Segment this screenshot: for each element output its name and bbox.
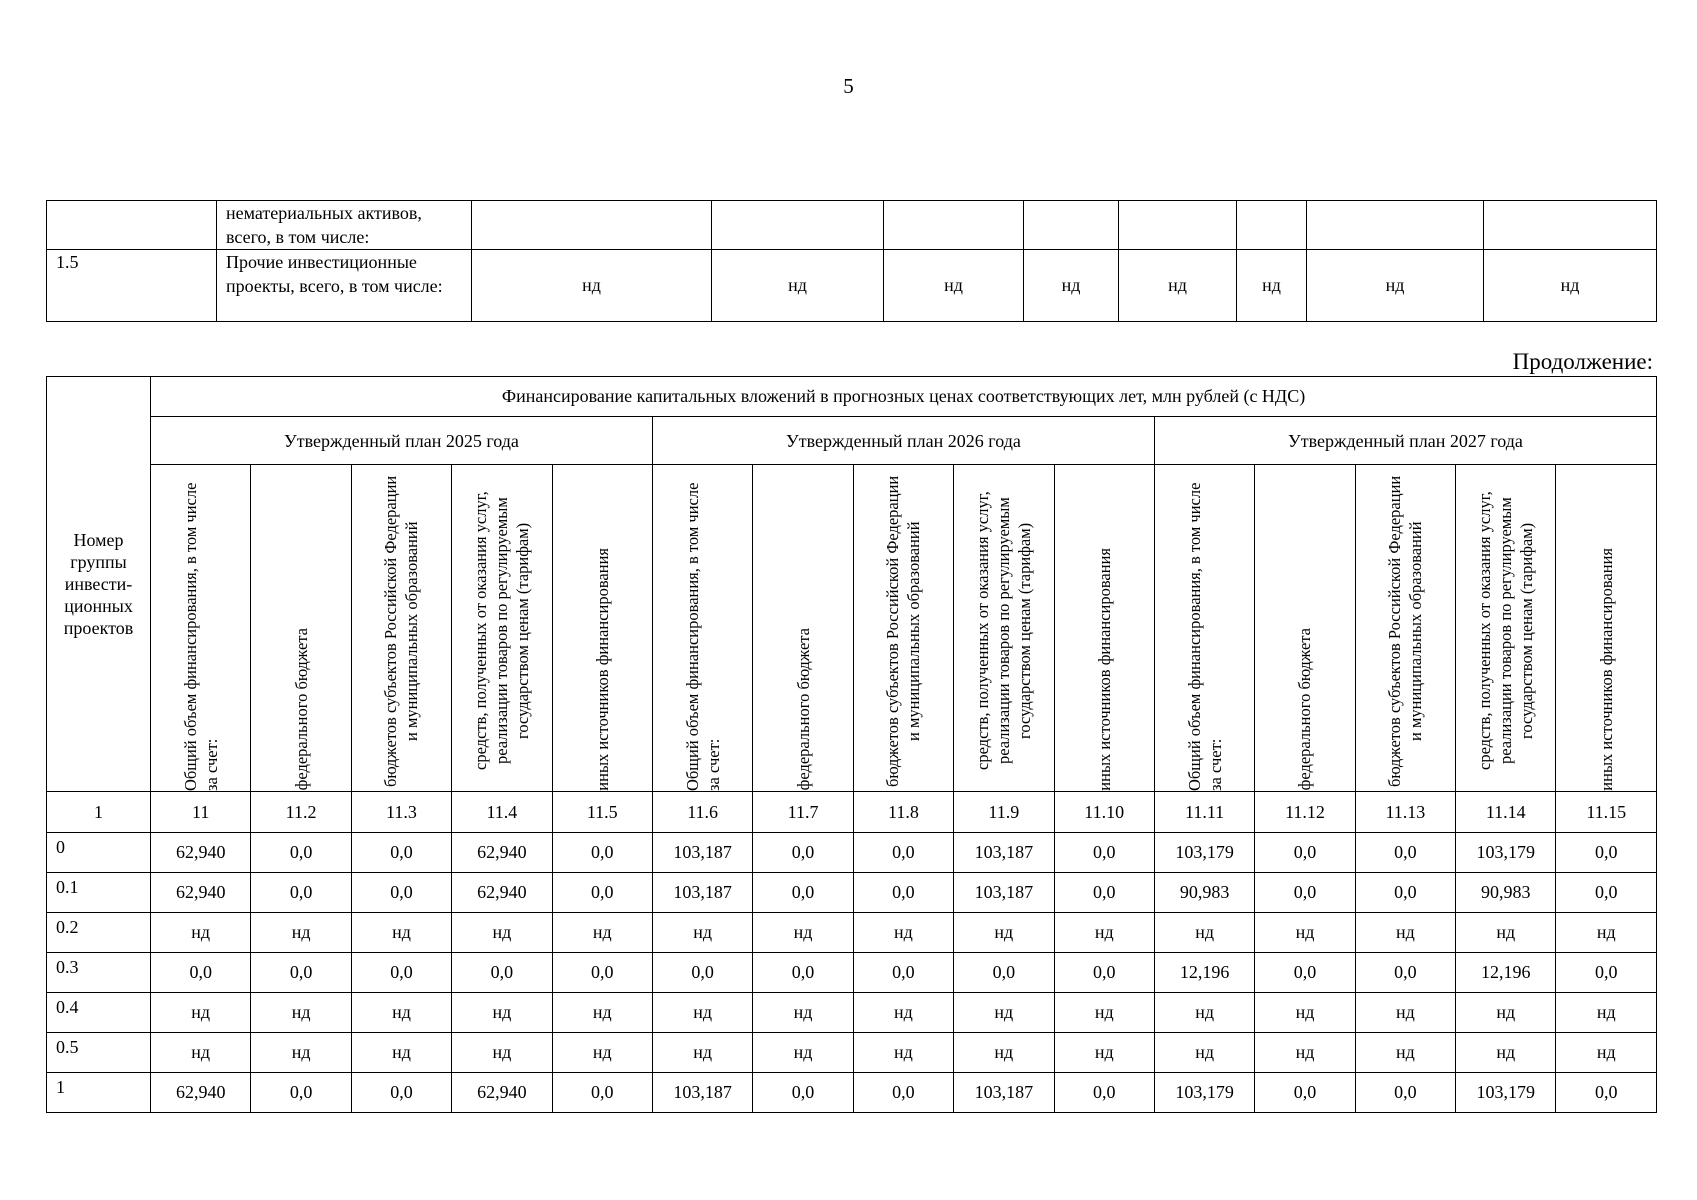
- table-cell: нд: [954, 913, 1054, 953]
- table-row: [47, 913, 1657, 953]
- table-cell: 12,196: [1154, 953, 1254, 993]
- column-header-label: средств, полученных от оказания услуг, реализации товаров по регулируемым государством ценам (тарифам): [471, 491, 533, 770]
- column-index-cell: 11.7: [753, 792, 853, 833]
- table-cell: нд: [652, 1033, 752, 1073]
- table-cell: 103,187: [954, 873, 1054, 913]
- column-index-cell: 11.5: [552, 792, 652, 833]
- table-cell: 0,0: [251, 833, 351, 873]
- table-cell: нд: [251, 913, 351, 953]
- table-row: [47, 873, 1657, 913]
- table-cell: 0,0: [251, 1073, 351, 1113]
- column-header-label: Общий объем финансирования, в том числе за счет:: [1184, 482, 1225, 791]
- table-cell: 0,0: [452, 953, 552, 993]
- table-cell: нд: [452, 913, 552, 953]
- column-index-cell: 11.6: [652, 792, 752, 833]
- table-cell: нд: [753, 993, 853, 1033]
- table-cell: 0,0: [1355, 1073, 1455, 1113]
- financing-title: Финансирование капитальных вложений в прогнозных ценах соответствующих лет, млн рублей (с НДС): [151, 377, 1657, 417]
- column-header: [1255, 465, 1355, 792]
- table-cell: нд: [1154, 993, 1254, 1033]
- column-index-row: [47, 792, 1657, 833]
- table-cell: 103,187: [652, 833, 752, 873]
- column-header-label: бюджетов субъектов Российской Федерации и муниципальных образований: [381, 474, 422, 787]
- table-cell: 103,187: [652, 1073, 752, 1113]
- page-number: 5: [843, 74, 854, 98]
- column-header-label: средств, полученных от оказания услуг, реализации товаров по регулируемым государством ценам (тарифам): [973, 491, 1035, 770]
- table-cell: нд: [1456, 1033, 1556, 1073]
- top-table-cell: нд: [1024, 250, 1119, 322]
- table-row: [47, 1073, 1657, 1113]
- table-cell: 0,0: [1255, 833, 1355, 873]
- table-cell: нд: [1355, 913, 1455, 953]
- table-cell: 0,0: [1054, 1073, 1154, 1113]
- column-header-label: бюджетов субъектов Российской Федерации и муниципальных образований: [883, 474, 924, 787]
- table-cell: нд: [1054, 913, 1154, 953]
- table-cell: 0,0: [351, 953, 451, 993]
- group-number-cell: 0.2: [47, 913, 151, 953]
- table-cell: 90,983: [1456, 873, 1556, 913]
- column-index-cell: 11.8: [853, 792, 953, 833]
- financing-table: [46, 376, 1657, 1113]
- group-number-cell: 0.1: [47, 873, 151, 913]
- table-cell: нд: [1054, 1033, 1154, 1073]
- column-header-label: Общий объем финансирования, в том числе за счет:: [682, 482, 723, 791]
- table-cell: нд: [652, 913, 752, 953]
- column-index-cell: 11.13: [1355, 792, 1455, 833]
- column-header-label: Общий объем финансирования, в том числе за счет:: [180, 482, 221, 791]
- table-cell: 0,0: [552, 1073, 652, 1113]
- table-cell: 0,0: [251, 953, 351, 993]
- table-cell: 0,0: [351, 833, 451, 873]
- column-header: [1355, 465, 1455, 792]
- column-header: [151, 465, 251, 792]
- table-cell: 0,0: [552, 953, 652, 993]
- column-header: [954, 465, 1054, 792]
- column-header-label: иных источников финансирования: [1596, 547, 1616, 791]
- table-cell: нд: [452, 993, 552, 1033]
- top-row-name: Прочие инвестиционные проекты, всего, в том числе:: [217, 250, 472, 322]
- table-cell: 0,0: [954, 953, 1054, 993]
- column-index-cell: 11: [151, 792, 251, 833]
- column-index-cell: 1: [47, 792, 151, 833]
- table-row: [47, 833, 1657, 873]
- table-cell: 0,0: [853, 1073, 953, 1113]
- top-row-number: 1.5: [47, 250, 217, 322]
- table-cell: нд: [1456, 913, 1556, 953]
- table-cell: нд: [452, 1033, 552, 1073]
- table-row: [47, 1033, 1657, 1073]
- column-header: [753, 465, 853, 792]
- column-index-cell: 11.11: [1154, 792, 1254, 833]
- top-table-cell: нд: [472, 250, 712, 322]
- top-table-cell: нд: [1237, 250, 1307, 322]
- table-cell: 0,0: [351, 873, 451, 913]
- table-cell: нд: [1255, 1033, 1355, 1073]
- top-table-cell: [1307, 201, 1484, 250]
- table-cell: 12,196: [1456, 953, 1556, 993]
- column-header-label: средств, полученных от оказания услуг, реализации товаров по регулируемым государством ценам (тарифам): [1475, 491, 1537, 770]
- top-table-cell: [1119, 201, 1237, 250]
- table-cell: 62,940: [151, 1073, 251, 1113]
- column-header: [652, 465, 752, 792]
- table-cell: 0,0: [1355, 833, 1455, 873]
- column-index-cell: 11.14: [1456, 792, 1556, 833]
- table-cell: 0,0: [753, 953, 853, 993]
- column-header: [1456, 465, 1556, 792]
- plan-header-2025: Утвержденный план 2025 года: [151, 417, 653, 465]
- column-index-cell: 11.9: [954, 792, 1054, 833]
- table-cell: нд: [853, 993, 953, 1033]
- table-cell: нд: [151, 1033, 251, 1073]
- column-header-label: федерального бюджета: [793, 628, 813, 791]
- table-cell: нд: [1556, 1033, 1657, 1073]
- column-index-cell: 11.15: [1556, 792, 1657, 833]
- table-cell: нд: [1355, 1033, 1455, 1073]
- table-cell: 103,187: [954, 1073, 1054, 1113]
- top-table-cell: нд: [1307, 250, 1484, 322]
- table-cell: нд: [1154, 1033, 1254, 1073]
- table-cell: 0,0: [1255, 953, 1355, 993]
- table-cell: нд: [251, 993, 351, 1033]
- column-index-cell: 11.12: [1255, 792, 1355, 833]
- table-cell: 0,0: [151, 953, 251, 993]
- table-cell: нд: [552, 993, 652, 1033]
- table-cell: 0,0: [753, 1073, 853, 1113]
- group-number-cell: 0.4: [47, 993, 151, 1033]
- top-table-cell: нд: [884, 250, 1024, 322]
- table-cell: нд: [853, 913, 953, 953]
- table-cell: 0,0: [1355, 953, 1455, 993]
- top-table-cell: [1237, 201, 1307, 250]
- table-cell: 0,0: [1556, 953, 1657, 993]
- table-cell: 0,0: [1255, 1073, 1355, 1113]
- column-header: [251, 465, 351, 792]
- top-table-row: [47, 250, 1657, 322]
- column-header: [1556, 465, 1657, 792]
- group-number-cell: 1: [47, 1073, 151, 1113]
- table-cell: 0,0: [853, 873, 953, 913]
- table-cell: нд: [954, 993, 1054, 1033]
- top-table-cell: [712, 201, 884, 250]
- table-cell: 0,0: [1355, 873, 1455, 913]
- table-cell: нд: [151, 913, 251, 953]
- table-cell: 0,0: [753, 833, 853, 873]
- top-table-cell: нд: [1484, 250, 1657, 322]
- table-cell: нд: [853, 1033, 953, 1073]
- table-cell: 0,0: [1556, 1073, 1657, 1113]
- table-cell: 90,983: [1154, 873, 1254, 913]
- table-cell: 103,179: [1154, 833, 1254, 873]
- table-cell: 0,0: [652, 953, 752, 993]
- table-cell: 0,0: [1255, 873, 1355, 913]
- table-cell: нд: [151, 993, 251, 1033]
- top-table-cell: [1024, 201, 1119, 250]
- table-cell: нд: [652, 993, 752, 1033]
- column-header: [552, 465, 652, 792]
- table-cell: нд: [552, 913, 652, 953]
- column-header-label: иных источников финансирования: [592, 547, 612, 791]
- table-cell: нд: [753, 913, 853, 953]
- table-cell: 103,187: [954, 833, 1054, 873]
- plan-header-2026: Утвержденный план 2026 года: [652, 417, 1154, 465]
- top-row-name: нематериальных активов, всего, в том числе:: [217, 201, 472, 250]
- top-table-row: [47, 201, 1657, 250]
- table-cell: нд: [954, 1033, 1054, 1073]
- table-row: [47, 993, 1657, 1033]
- column-header-label: бюджетов субъектов Российской Федерации и муниципальных образований: [1385, 474, 1426, 787]
- table-cell: нд: [1154, 913, 1254, 953]
- group-number-cell: 0.3: [47, 953, 151, 993]
- table-cell: 0,0: [552, 833, 652, 873]
- column-header: [1154, 465, 1254, 792]
- top-table-cell: [884, 201, 1024, 250]
- table-cell: нд: [1054, 993, 1154, 1033]
- table-cell: нд: [351, 993, 451, 1033]
- top-table-cell: нд: [1119, 250, 1237, 322]
- table-cell: 103,179: [1456, 833, 1556, 873]
- group-number-cell: 0.5: [47, 1033, 151, 1073]
- column-header-label: федерального бюджета: [291, 628, 311, 791]
- table-cell: 0,0: [1054, 873, 1154, 913]
- table-cell: 62,940: [452, 873, 552, 913]
- top-table: [46, 200, 1657, 322]
- top-row-number: [47, 201, 217, 250]
- table-cell: 0,0: [251, 873, 351, 913]
- column-index-cell: 11.4: [452, 792, 552, 833]
- table-cell: 103,179: [1154, 1073, 1254, 1113]
- table-cell: нд: [552, 1033, 652, 1073]
- column-header: [351, 465, 451, 792]
- group-number-header: Номер группы инвести-ционных проектов: [47, 377, 151, 792]
- table-cell: 62,940: [452, 1073, 552, 1113]
- column-header: [1054, 465, 1154, 792]
- table-cell: нд: [1556, 993, 1657, 1033]
- column-header: [452, 465, 552, 792]
- top-table-cell: [472, 201, 712, 250]
- table-cell: нд: [1556, 913, 1657, 953]
- table-cell: 62,940: [452, 833, 552, 873]
- table-cell: 62,940: [151, 873, 251, 913]
- table-cell: нд: [351, 913, 451, 953]
- table-cell: нд: [351, 1033, 451, 1073]
- table-cell: 103,187: [652, 873, 752, 913]
- table-row: [47, 953, 1657, 993]
- continuation-label: Продолжение:: [1512, 349, 1653, 374]
- column-header: [853, 465, 953, 792]
- column-header-label: федерального бюджета: [1295, 628, 1315, 791]
- table-cell: нд: [1456, 993, 1556, 1033]
- table-cell: нд: [1355, 993, 1455, 1033]
- table-cell: 0,0: [853, 953, 953, 993]
- table-cell: 0,0: [1054, 833, 1154, 873]
- table-cell: нд: [251, 1033, 351, 1073]
- table-cell: 0,0: [351, 1073, 451, 1113]
- table-cell: 0,0: [1556, 873, 1657, 913]
- top-table-cell: [1484, 201, 1657, 250]
- table-cell: нд: [753, 1033, 853, 1073]
- table-cell: 0,0: [1054, 953, 1154, 993]
- group-number-cell: 0: [47, 833, 151, 873]
- table-cell: нд: [1255, 913, 1355, 953]
- table-cell: 0,0: [1556, 833, 1657, 873]
- column-index-cell: 11.10: [1054, 792, 1154, 833]
- table-cell: 62,940: [151, 833, 251, 873]
- plan-header-2027: Утвержденный план 2027 года: [1154, 417, 1656, 465]
- table-cell: нд: [1255, 993, 1355, 1033]
- table-cell: 0,0: [853, 833, 953, 873]
- table-cell: 0,0: [753, 873, 853, 913]
- column-header-label: иных источников финансирования: [1094, 547, 1114, 791]
- column-index-cell: 11.3: [351, 792, 451, 833]
- column-index-cell: 11.2: [251, 792, 351, 833]
- top-table-cell: нд: [712, 250, 884, 322]
- table-cell: 103,179: [1456, 1073, 1556, 1113]
- table-cell: 0,0: [552, 873, 652, 913]
